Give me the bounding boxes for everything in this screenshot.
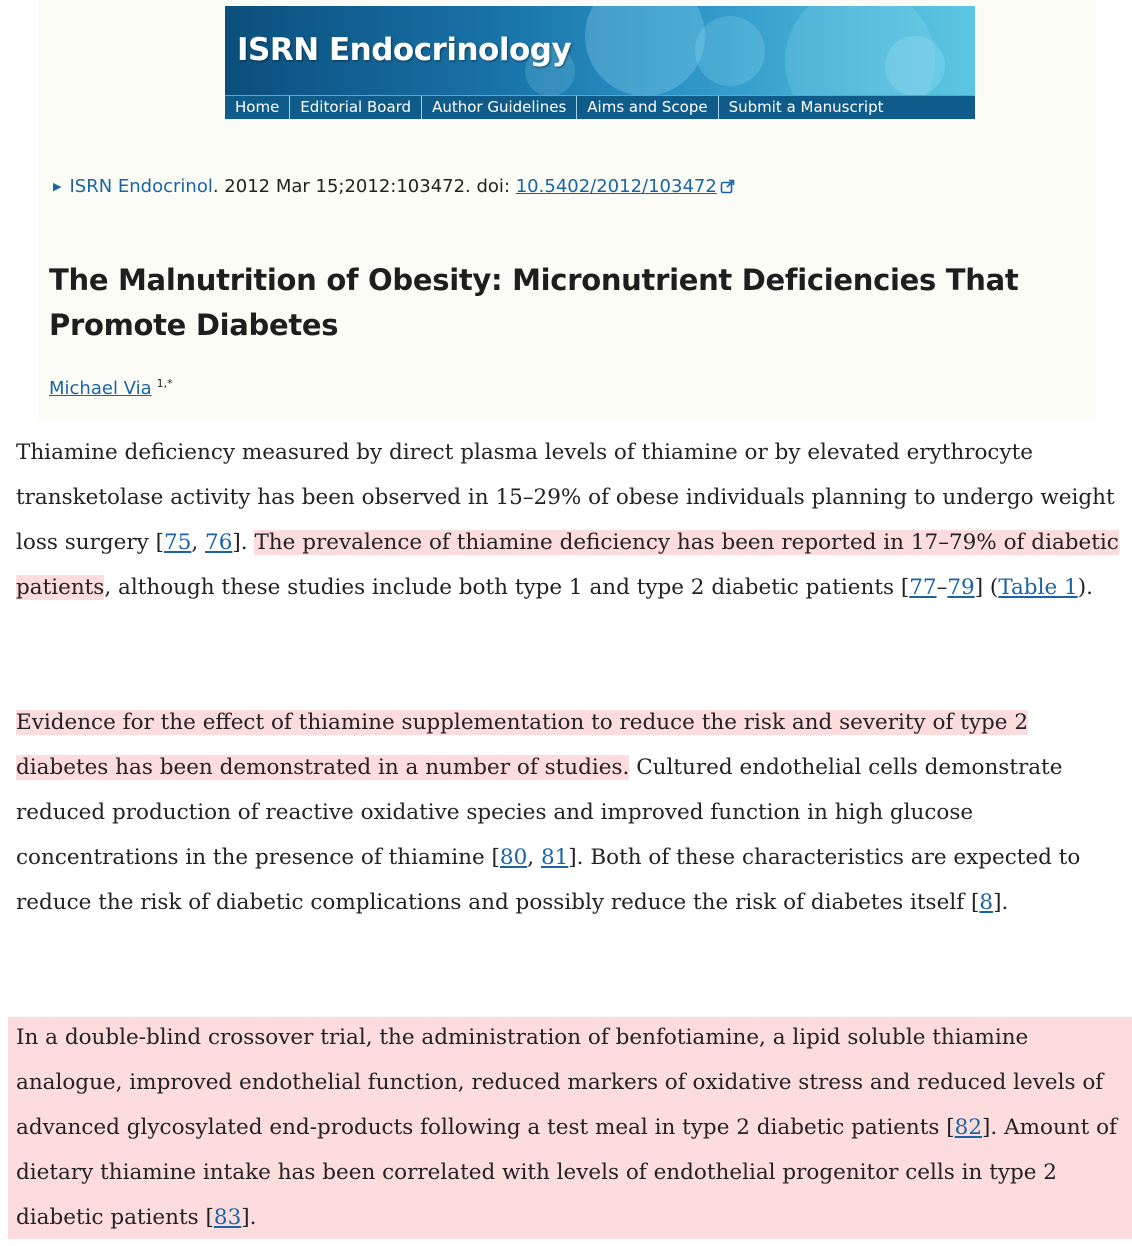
text: In a double-blind crossover trial, the administration of benfotiamine, a lipid soluble thiamine analogue, improved endothelial function, reduced markers of oxidative stress and reduced levels of advanced glycosylated end-products following a test meal in type 2 diabetic patients [ xyxy=(16,1025,1104,1140)
text: Thiamine deficiency measured by direct plasma levels of thiamine or by elevated erythrocyte transketolase activity has been observed in 15–29% of obese individuals planning to undergo weight loss surgery [ xyxy=(16,440,1115,555)
author-line xyxy=(49,377,173,399)
text: ]. Amount of dietary thiamine intake has been correlated with levels of endothelial progenitor cells in type 2 diabetic patients [ xyxy=(16,1115,1118,1230)
reference-link-75[interactable]: 75 xyxy=(164,530,192,555)
nav-aims-and-scope[interactable]: Aims and Scope xyxy=(577,96,718,119)
text: , xyxy=(527,845,541,870)
text: ] ( xyxy=(974,575,999,600)
text: ]. xyxy=(241,1205,257,1230)
expand-triangle-icon[interactable]: ▶ xyxy=(53,180,62,193)
text: ]. xyxy=(993,890,1009,915)
author-link[interactable]: Michael Via xyxy=(49,378,152,399)
highlighted-text: The prevalence of thiamine deficiency has been reported in 17–79% of diabetic patients xyxy=(16,530,1119,600)
reference-link-80[interactable]: 80 xyxy=(499,845,528,870)
reference-link-77[interactable]: 77 xyxy=(909,575,937,600)
citation-line xyxy=(53,176,735,199)
reference-link-83[interactable]: 83 xyxy=(213,1205,242,1230)
journal-logo-title: ISRN Endocrinology xyxy=(237,32,572,68)
text: ]. xyxy=(232,530,255,555)
reference-link-76[interactable]: 76 xyxy=(205,530,233,555)
highlighted-text: Evidence for the effect of thiamine supplementation to reduce the risk and severity of type 2 diabetes has been demonstrated in a number of studies. xyxy=(16,710,1029,780)
banner-decoration xyxy=(695,16,765,86)
text: , although these studies include both type 1 and type 2 diabetic patients [ xyxy=(104,575,910,600)
author-affiliation-marker: 1,* xyxy=(156,377,173,390)
journal-banner xyxy=(225,6,975,119)
text: Cultured endothelial cells demonstrate reduced production of reactive oxidative species and improved function in high glucose concentrations in the presence of thiamine [ xyxy=(16,755,1063,870)
text: – xyxy=(936,575,948,600)
table-1-link[interactable]: Table 1 xyxy=(998,575,1078,600)
reference-link-81[interactable]: 81 xyxy=(540,845,569,870)
external-link-icon xyxy=(720,178,735,199)
journal-link[interactable]: ISRN Endocrinol xyxy=(69,176,213,197)
text: ]. Both of these characteristics are expected to reduce the risk of diabetic complications and possibly reduce the risk of diabetes itself [ xyxy=(16,845,1081,915)
article-title: The Malnutrition of Obesity: Micronutrient Deficiencies That Promote Diabetes xyxy=(49,263,1019,342)
doi-link[interactable]: 10.5402/2012/103472 xyxy=(515,176,717,197)
citation-details: . 2012 Mar 15;2012:103472. doi: xyxy=(212,176,516,197)
text: , xyxy=(191,530,206,555)
reference-link-79[interactable]: 79 xyxy=(947,575,975,600)
paragraph-benfotiamine-trial xyxy=(16,1015,1122,1240)
nav-author-guidelines[interactable]: Author Guidelines xyxy=(422,96,577,119)
paragraph-thiamine-deficiency xyxy=(16,430,1122,610)
nav-submit-manuscript[interactable]: Submit a Manuscript xyxy=(728,98,884,116)
text: ). xyxy=(1077,575,1093,600)
banner-decoration xyxy=(885,36,945,96)
journal-nav xyxy=(225,95,975,119)
nav-home[interactable]: Home xyxy=(225,96,290,119)
banner-decoration xyxy=(585,6,705,96)
reference-link-8[interactable]: 8 xyxy=(979,890,994,915)
reference-link-82[interactable]: 82 xyxy=(954,1115,983,1140)
paragraph-thiamine-supplementation xyxy=(16,700,1122,925)
nav-editorial-board[interactable]: Editorial Board xyxy=(290,96,422,119)
